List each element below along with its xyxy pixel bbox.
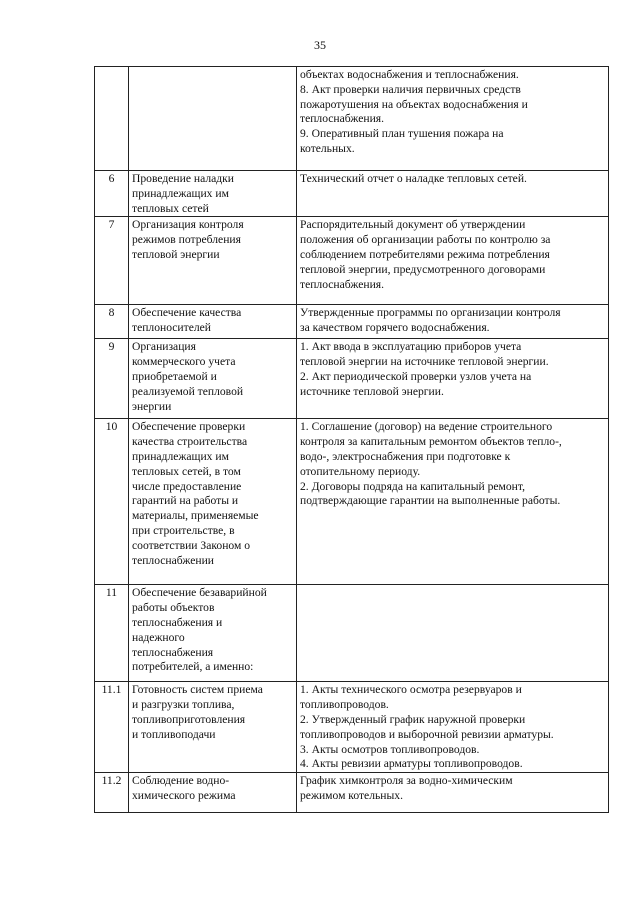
requirement-name-line: потребителей, а именно: <box>132 660 254 674</box>
requirement-name-line: тепловой энергии <box>132 247 220 261</box>
document-line: тепловой энергии на источнике тепловой энергии. <box>300 355 549 369</box>
table-row <box>95 339 609 419</box>
requirement-name-line: коммерческого учета <box>132 355 236 369</box>
document-line: 8. Акт проверки наличия первичных средств <box>300 82 521 96</box>
confirming-documents <box>297 305 609 339</box>
document-line: объектах водоснабжения и теплоснабжения. <box>300 68 519 81</box>
requirement-name-line: энергии <box>132 399 172 413</box>
requirement-name-line: тепловых сетей, в том <box>132 464 241 478</box>
requirement-name-line: теплоснабжения <box>132 645 214 659</box>
document-line: топливопроводов. <box>300 698 389 712</box>
document-line: 2. Договоры подряда на капитальный ремонт, <box>300 479 525 493</box>
table-row <box>95 773 609 813</box>
document-line: контроля за капитальным ремонтом объектов тепло-, <box>300 435 562 449</box>
requirement-name-line: Обеспечение качества <box>132 306 242 320</box>
document-line: подтверждающие гарантии на выполненные работы. <box>300 494 561 508</box>
requirement-name <box>129 419 297 585</box>
table-row <box>95 67 609 171</box>
requirement-name-line: Проведение наладки <box>132 172 234 185</box>
document-line: пожаротушения на объектах водоснабжения и <box>300 97 528 111</box>
confirming-documents <box>297 419 609 585</box>
confirming-documents <box>297 339 609 419</box>
requirement-name-line: при строительстве, в <box>132 523 235 537</box>
requirement-name-line: Организация контроля <box>132 218 244 232</box>
confirming-documents <box>297 585 609 682</box>
requirement-name-line: реализуемой тепловой <box>132 384 244 398</box>
table-row <box>95 217 609 305</box>
document-line: тепловой энергии, предусмотренного договорами <box>300 262 546 276</box>
document-line: 3. Акты осмотров топливопроводов. <box>300 742 480 756</box>
row-number: 11.1 <box>95 682 129 773</box>
requirement-name-line: Организация <box>132 340 196 354</box>
row-number: 10 <box>95 419 129 585</box>
requirement-name-line: принадлежащих им <box>132 186 229 200</box>
document-line: теплоснабжения. <box>300 112 385 126</box>
requirement-name-line: тепловых сетей <box>132 201 209 215</box>
requirement-name-line: Соблюдение водно- <box>132 774 230 788</box>
document-line: режимом котельных. <box>300 788 403 802</box>
document-line: за качеством горячего водоснабжения. <box>300 321 490 335</box>
table-row <box>95 585 609 682</box>
document-line: 4. Акты ревизии арматуры топливопроводов. <box>300 757 523 771</box>
table-row <box>95 682 609 773</box>
requirement-name-line: теплоснабжении <box>132 553 215 567</box>
table-row <box>95 419 609 585</box>
requirement-name-line: качества строительства <box>132 435 248 449</box>
confirming-documents <box>297 682 609 773</box>
requirement-name <box>129 171 297 217</box>
document-line: 1. Акт ввода в эксплуатацию приборов учета <box>300 340 522 354</box>
document-line: источнике тепловой энергии. <box>300 384 444 398</box>
document-line: топливопроводов и выборочной ревизии арматуры. <box>300 727 554 741</box>
requirement-name-line: материалы, применяемые <box>132 509 259 523</box>
requirement-name-line: приобретаемой и <box>132 369 217 383</box>
requirement-name <box>129 217 297 305</box>
row-number: 11 <box>95 585 129 682</box>
requirement-name-line: Обеспечение безаварийной <box>132 586 267 600</box>
row-number: 11.2 <box>95 773 129 813</box>
requirement-name <box>129 339 297 419</box>
requirement-name-line: соответствии Законом о <box>132 538 251 552</box>
requirement-name <box>129 67 297 171</box>
document-line: 1. Акты технического осмотра резервуаров и <box>300 683 522 697</box>
requirement-name-line: работы объектов <box>132 601 215 615</box>
requirement-name <box>129 682 297 773</box>
document-line: 2. Утвержденный график наружной проверки <box>300 712 526 726</box>
confirming-documents <box>297 67 609 171</box>
table-body <box>95 67 609 813</box>
document-line: соблюдением потребителями режима потребления <box>300 247 550 261</box>
document-line: водо-, электроснабжения при подготовке к <box>300 449 511 463</box>
requirement-name <box>129 773 297 813</box>
table-row <box>95 305 609 339</box>
row-number: 6 <box>95 171 129 217</box>
requirement-name-line: химического режима <box>132 788 236 802</box>
document-line: Утвержденные программы по организации контроля <box>300 306 561 320</box>
document-line: График химконтроля за водно-химическим <box>300 774 513 788</box>
requirement-name-line: и топливоподачи <box>132 727 216 741</box>
requirement-name-line: принадлежащих им <box>132 449 229 463</box>
row-number <box>95 67 129 171</box>
document-line: отопительному периоду. <box>300 464 421 478</box>
document-line: Технический отчет о наладке тепловых сетей. <box>300 172 527 185</box>
page-number: 35 <box>314 38 326 52</box>
confirming-documents <box>297 171 609 217</box>
requirement-name-line: Обеспечение проверки <box>132 420 246 434</box>
row-number: 9 <box>95 339 129 419</box>
document-line: котельных. <box>300 141 355 155</box>
requirements-table <box>94 66 609 813</box>
confirming-documents <box>297 773 609 813</box>
document-line: теплоснабжения. <box>300 277 385 291</box>
document-line: Распорядительный документ об утверждении <box>300 218 526 232</box>
confirming-documents <box>297 217 609 305</box>
table-row <box>95 171 609 217</box>
requirement-name-line: режимов потребления <box>132 233 241 247</box>
requirement-name <box>129 305 297 339</box>
document-line: 2. Акт периодической проверки узлов учета на <box>300 369 532 383</box>
requirement-name-line: числе предоставление <box>132 479 242 493</box>
requirement-name-line: и разгрузки топлива, <box>132 698 235 712</box>
requirement-name-line: Готовность систем приема <box>132 683 263 697</box>
requirement-name-line: теплоснабжения и <box>132 615 223 629</box>
requirement-name-line: теплоносителей <box>132 321 211 335</box>
document-line: 1. Соглашение (договор) на ведение строительного <box>300 420 553 434</box>
document-line: положения об организации работы по контролю за <box>300 233 551 247</box>
requirement-name-line: топливоприготовления <box>132 712 246 726</box>
row-number: 7 <box>95 217 129 305</box>
document-line: 9. Оперативный план тушения пожара на <box>300 127 504 141</box>
requirement-name-line: гарантий на работы и <box>132 494 239 508</box>
requirement-name <box>129 585 297 682</box>
row-number: 8 <box>95 305 129 339</box>
requirement-name-line: надежного <box>132 630 185 644</box>
